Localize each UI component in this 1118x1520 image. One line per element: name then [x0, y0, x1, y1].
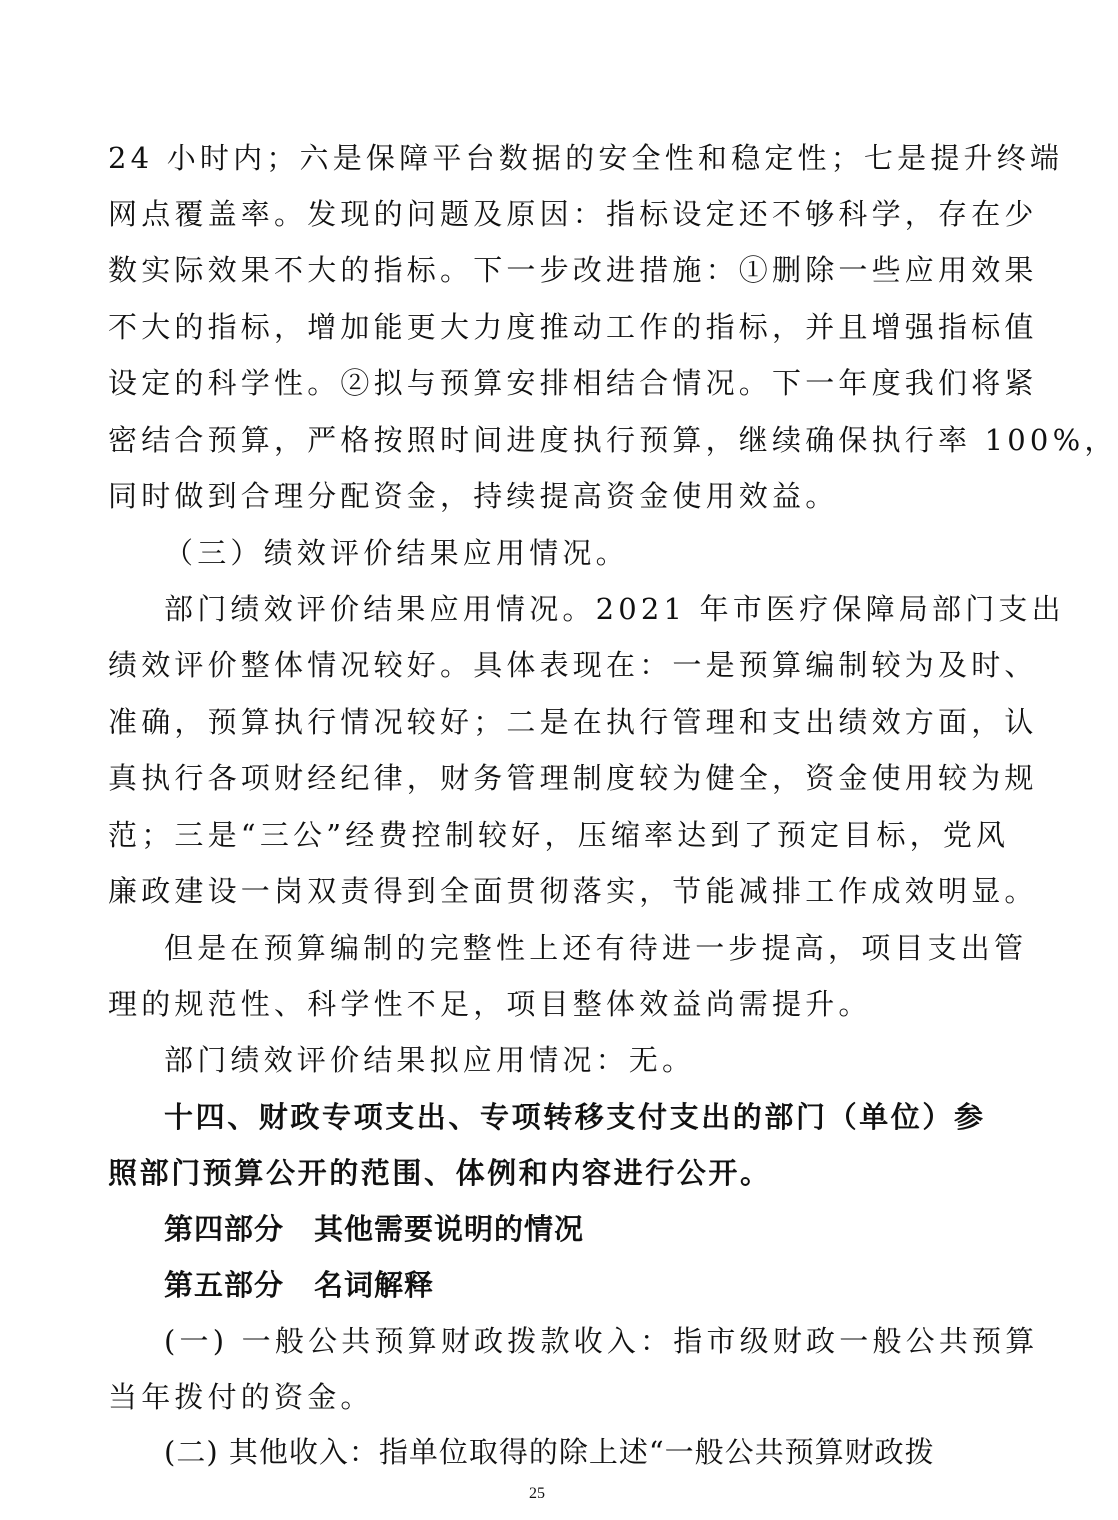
paragraph-line: 部门绩效评价结果应用情况。2021 年市医疗保障局部门支出 [164, 592, 1065, 626]
paragraph-line: 网点覆盖率。发现的问题及原因：指标设定还不够科学，存在少 [108, 197, 1038, 231]
paragraph-line: 同时做到合理分配资金，持续提高资金使用效益。 [108, 479, 839, 513]
paragraph-line: 绩效评价整体情况较好。具体表现在：一是预算编制较为及时、 [108, 648, 1038, 682]
paragraph-line: 廉政建设一岗双责得到全面贯彻落实，节能减排工作成效明显。 [108, 874, 1038, 908]
part-heading: 第五部分 名词解释 [164, 1268, 435, 1302]
section-subheading: （三）绩效评价结果应用情况。 [164, 536, 629, 570]
paragraph-line: 密结合预算，严格按照时间进度执行预算，继续确保执行率 100%， [108, 423, 1118, 457]
paragraph-line: 部门绩效评价结果拟应用情况：无。 [164, 1043, 696, 1077]
definition-line: (二) 其他收入：指单位取得的除上述“一般公共预算财政拨 [164, 1435, 935, 1469]
section-heading: 十四、财政专项支出、专项转移支付支出的部门（单位）参 [164, 1100, 986, 1134]
paragraph-line: 但是在预算编制的完整性上还有待进一步提高，项目支出管 [164, 931, 1028, 965]
part-heading: 第四部分 其他需要说明的情况 [164, 1212, 585, 1246]
section-heading: 照部门预算公开的范围、体例和内容进行公开。 [108, 1156, 772, 1190]
paragraph-line: 数实际效果不大的指标。下一步改进措施：①删除一些应用效果 [108, 253, 1038, 287]
definition-line: 当年拨付的资金。 [108, 1380, 374, 1414]
paragraph-line: 真执行各项财经纪律，财务管理制度较为健全，资金使用较为规 [108, 761, 1038, 795]
paragraph-line: 不大的指标，增加能更大力度推动工作的指标，并且增强指标值 [108, 310, 1038, 344]
paragraph-line: 范；三是“三公”经费控制较好，压缩率达到了预定目标，党风 [108, 818, 1010, 852]
paragraph-line: 准确，预算执行情况较好；二是在执行管理和支出绩效方面，认 [108, 705, 1038, 739]
page-number: 25 [529, 1485, 545, 1502]
definition-line: (一) 一般公共预算财政拨款收入：指市级财政一般公共预算 [164, 1324, 1039, 1358]
paragraph-line: 理的规范性、科学性不足，项目整体效益尚需提升。 [108, 987, 872, 1021]
paragraph-line: 24 小时内；六是保障平台数据的安全性和稳定性；七是提升终端 [108, 141, 1064, 175]
paragraph-line: 设定的科学性。②拟与预算安排相结合情况。下一年度我们将紧 [108, 366, 1038, 400]
